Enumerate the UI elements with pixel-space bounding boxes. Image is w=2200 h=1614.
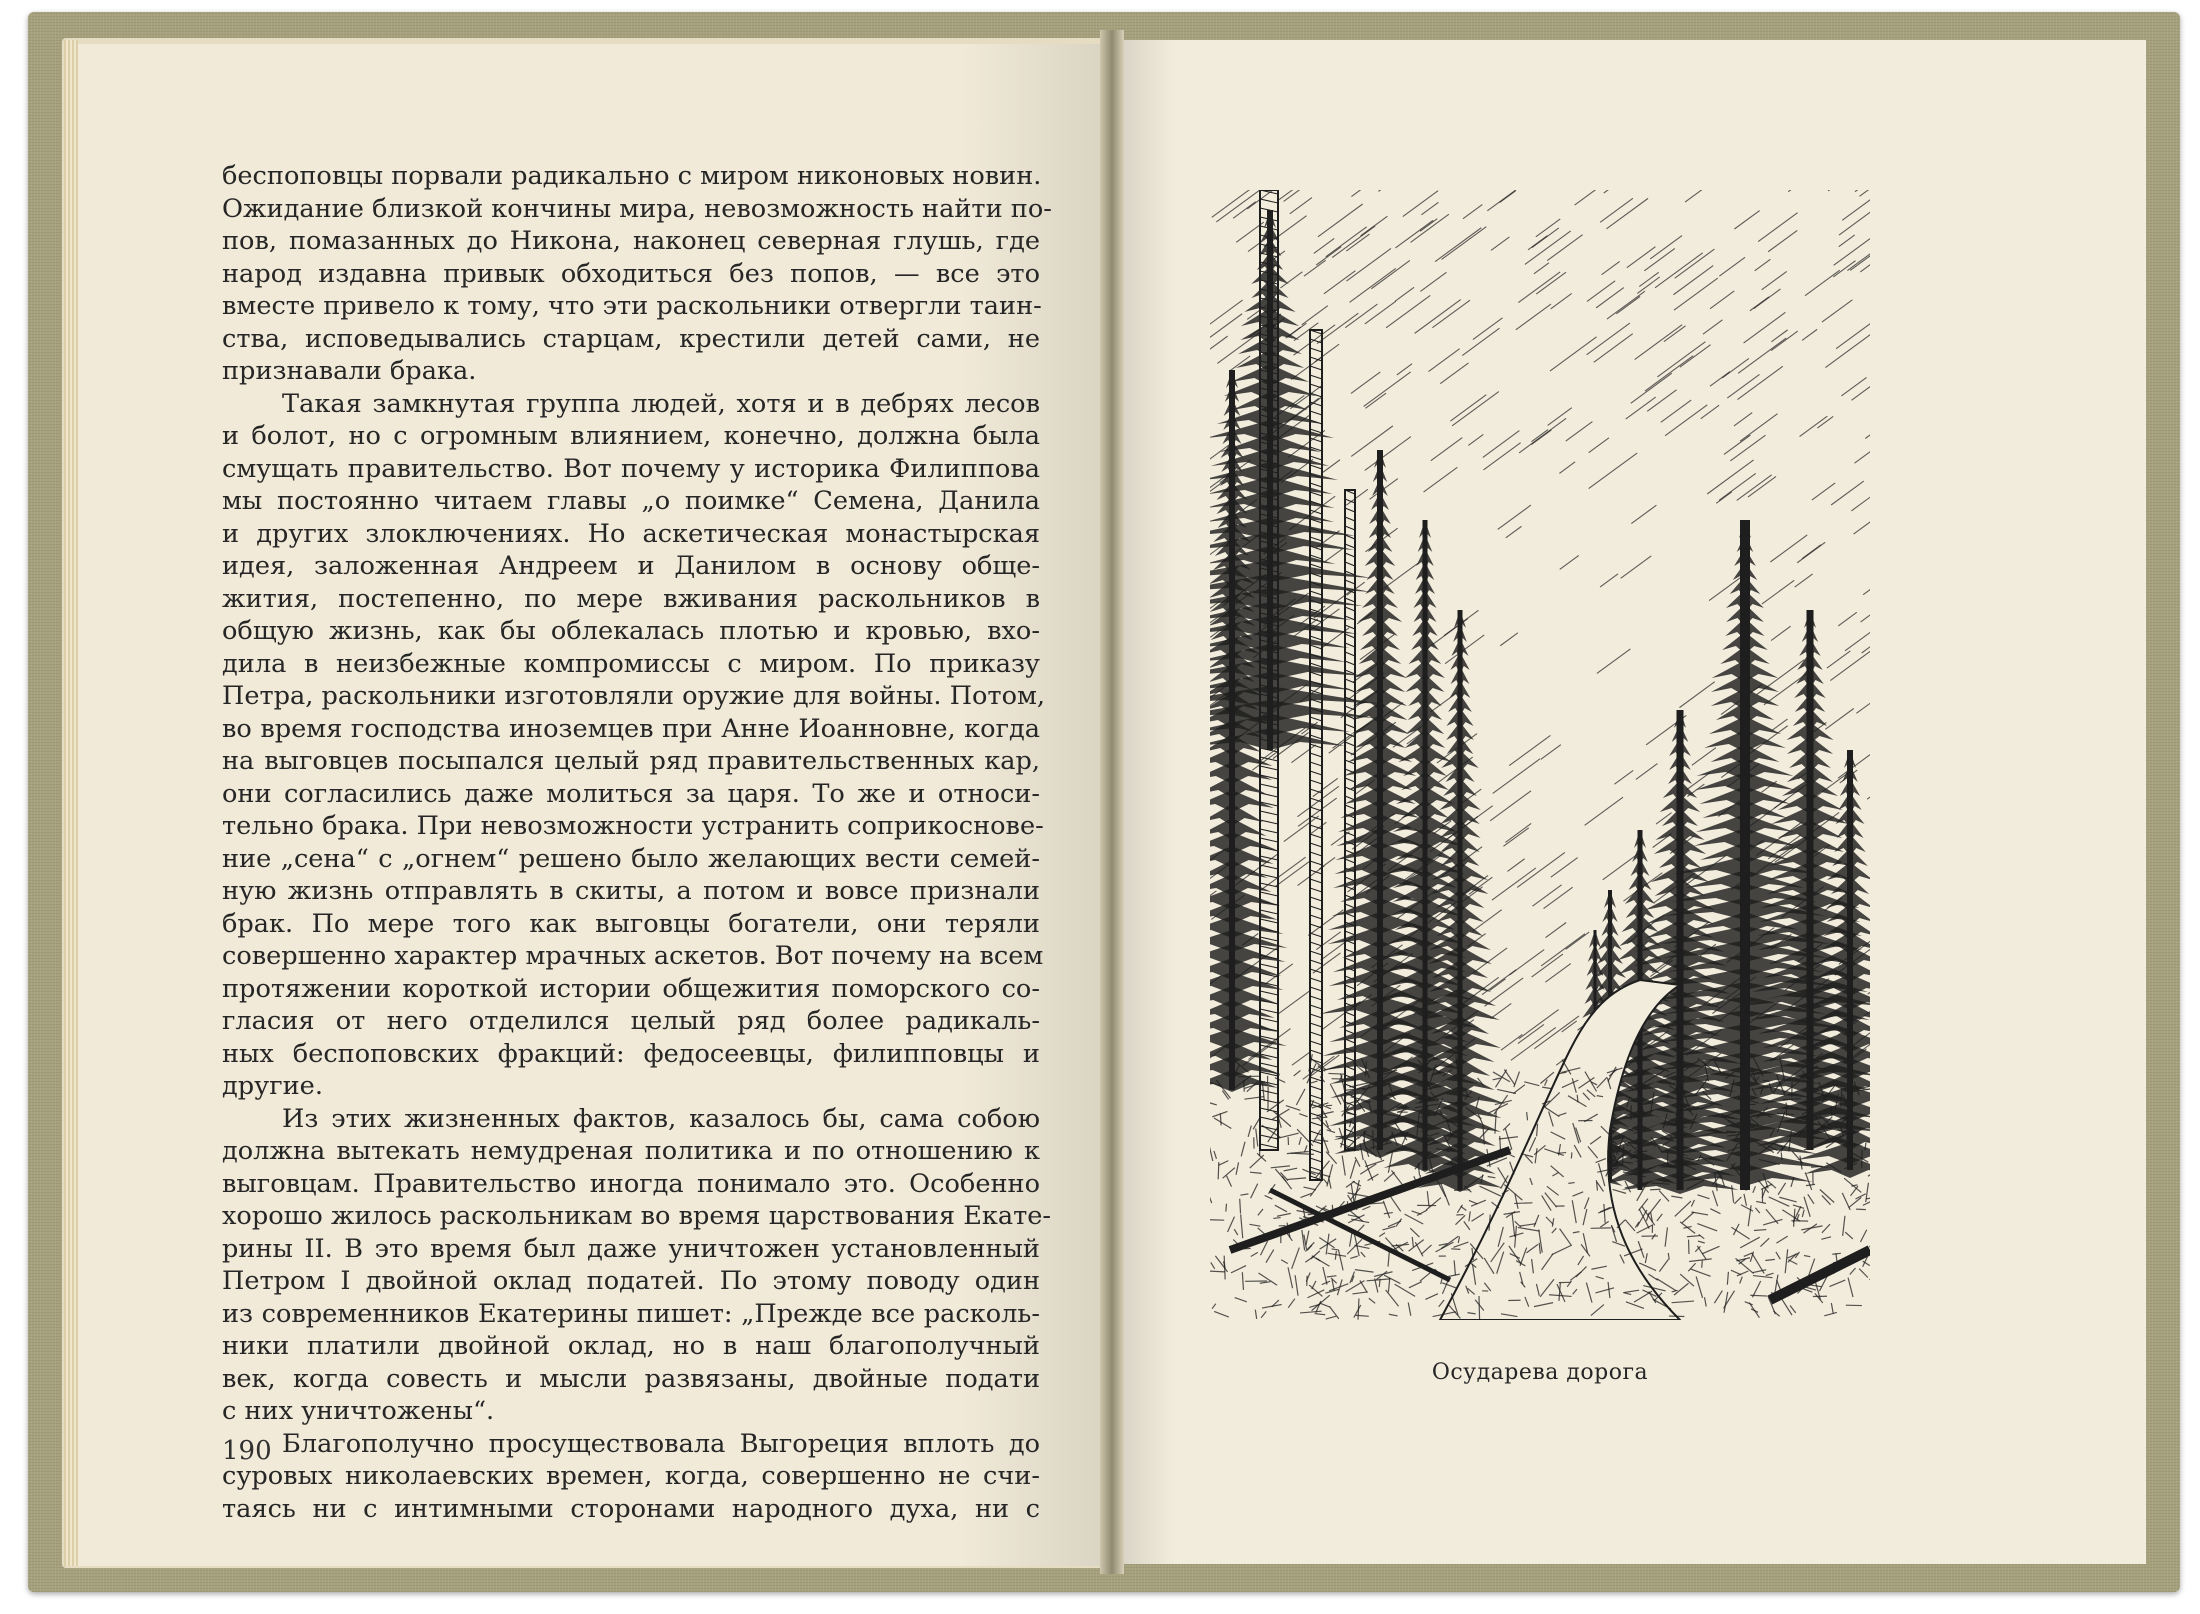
text-line: тельно брака. При невозможности устранить соприкоснове- <box>222 811 1044 841</box>
page-number: 190 <box>222 1436 272 1466</box>
text-line: народ издавна привык обходиться без попов, — все это <box>222 258 1040 289</box>
text-line: ники платили двойной оклад, но в наш благополучный <box>222 1331 1040 1361</box>
text-line: протяжении короткой истории общежития поморского со- <box>222 973 1040 1004</box>
text-line: ных беспоповских фракций: федосеевцы, филипповцы и <box>222 1038 1040 1069</box>
text-line: гласия от него отделился целый ряд более радикаль- <box>222 1006 1040 1036</box>
text-line: вместе привело к тому, что эти раскольники отвергли таин- <box>222 291 1042 321</box>
text-line: дила в неизбежные компромиссы с миром. По приказу <box>222 648 1040 679</box>
text-line: Такая замкнутая группа людей, хотя и в дебрях лесов <box>282 388 1040 419</box>
text-line: хорошо жилось раскольникам во время царствования Екате- <box>222 1201 1052 1231</box>
text-line: смущать правительство. Вот почему у историка Филиппова <box>222 453 1040 484</box>
text-line: на выговцев посыпался целый ряд правительственных кар, <box>222 746 1040 776</box>
text-line: Из этих жизненных фактов, казалось бы, сама собою <box>282 1103 1040 1134</box>
book-gutter <box>1100 30 1124 1574</box>
text-line: совершенно характер мрачных аскетов. Вот почему на всем <box>222 941 1044 971</box>
text-line: признавали брака. <box>222 356 477 386</box>
text-line: общую жизнь, как бы облекалась плотью и кровью, вхо- <box>222 616 1040 646</box>
text-line: и других злоключениях. Но аскетическая монастырская <box>222 518 1040 549</box>
text-line: таясь ни с интимными сторонами народного духа, ни с <box>222 1493 1040 1524</box>
text-line: рины II. В это время был даже уничтожен установленный <box>222 1233 1040 1264</box>
text-line: они согласились даже молиться за царя. То же и относи- <box>222 778 1040 809</box>
text-line: пов, помазанных до Никона, наконец северная глушь, где <box>222 226 1040 256</box>
text-line: ние „сена“ с „огнем“ решено было желающих вести семей- <box>222 843 1040 874</box>
text-line: Ожидание близкой кончины мира, невозможность найти по- <box>222 193 1052 224</box>
text-line: век, когда совесть и мысли развязаны, двойные подати <box>222 1363 1040 1394</box>
body-text <box>222 160 1052 1525</box>
page-edges <box>64 40 78 1566</box>
text-line: Петра, раскольники изготовляли оружие для войны. Потом, <box>222 681 1046 711</box>
text-line: и болот, но с огромным влиянием, конечно, должна была <box>222 421 1040 451</box>
text-line: суровых николаевских времен, когда, совершенно не счи- <box>222 1461 1040 1491</box>
text-line: жития, постепенно, по мере вживания раскольников в <box>222 583 1040 614</box>
text-line: другие. <box>222 1071 323 1101</box>
text-line: мы постоянно читаем главы „о поимке“ Семена, Данила <box>222 486 1040 516</box>
text-line: из современников Екатерины пишет: „Прежде все расколь- <box>222 1298 1040 1329</box>
text-line: брак. По мере того как выговцы богатели, они теряли <box>222 908 1040 939</box>
text-line: ную жизнь отправлять в скиты, а потом и вовсе признали <box>222 876 1040 906</box>
forest-illustration <box>1210 190 1870 1320</box>
text-line: должна вытекать немудреная политика и по отношению к <box>222 1136 1040 1166</box>
text-line: во время господства иноземцев при Анне Иоанновне, когда <box>222 713 1040 744</box>
text-line: выговцам. Правительство иногда понимало это. Особенно <box>222 1168 1040 1199</box>
text-line: Петром I двойной оклад податей. По этому поводу один <box>222 1266 1040 1296</box>
text-line: беспоповцы порвали радикально с миром никоновых новин. <box>222 161 1042 191</box>
text-line: Благополучно просуществовала Выгореция вплоть до <box>282 1428 1040 1459</box>
text-line: идея, заложенная Андреем и Данилом в основу обще- <box>222 551 1040 581</box>
text-line: с них уничтожены“. <box>222 1396 495 1426</box>
illustration-caption: Осударева дорога <box>1431 1360 1649 1385</box>
text-line: ства, исповедывались старцам, крестили детей сами, не <box>222 323 1040 354</box>
